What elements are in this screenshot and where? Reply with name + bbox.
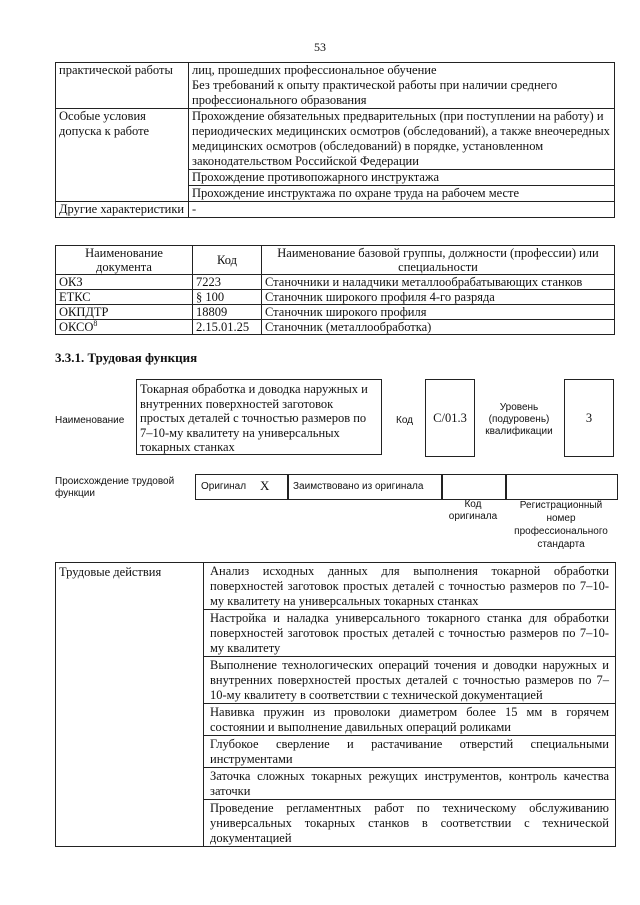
column-header: Наименование базовой группы, должности (профессии) или специальности: [262, 246, 615, 275]
borrowed-label: Заимствовано из оригинала: [293, 481, 424, 492]
labor-action-item: Навивка пружин из проволоки диаметром более 15 мм в горячем состоянии и выполнение давильных операций роликами: [204, 704, 616, 736]
reg-number-cell: [505, 474, 618, 500]
labor-action-item: Настройка и наладка универсального токарного станка для обработки поверхностей заготовок простых деталей с точностью размеров по 7–10-му квалитету: [204, 610, 616, 657]
column-header: Код: [193, 246, 262, 275]
labor-actions-table: [55, 562, 616, 847]
borrowed-cell: [287, 474, 443, 500]
requirement-label: Другие характеристики: [56, 202, 189, 218]
requirement-value: Прохождение противопожарного инструктажа: [189, 170, 615, 186]
table-row: [56, 320, 615, 335]
labor-action-item: Анализ исходных данных для выполнения токарной обработки поверхностей заготовок простых деталей с точностью размеров по 7–10-му квалитету на универсальных токарных станках: [204, 563, 616, 610]
okso-label: ОКСО: [59, 320, 94, 334]
labor-action-item: Проведение регламентных работ по техническому обслуживанию универсальных токарных станков в соответствии с технической документацией: [204, 800, 616, 847]
name-label: Наименование: [55, 415, 125, 426]
column-header: Наименование документа: [56, 246, 193, 275]
code-label: Код: [396, 415, 414, 426]
original-mark: X: [260, 478, 270, 493]
level-value-box: 3: [564, 379, 614, 457]
requirement-value: Прохождение обязательных предварительных (при поступлении на работу) и периодических медицинских осмотров (обследований), а также внеочередных медицинских осмотров (обследований) в порядке, установленном законодательством Российской Федерации: [189, 109, 615, 170]
table-row: [56, 563, 616, 610]
original-code-caption: Код оригинала: [448, 499, 498, 522]
doc-name-cell: ЕТКС: [56, 290, 193, 305]
labor-action-item: Заточка сложных токарных режущих инструментов, контроль качества заточки: [204, 768, 616, 800]
page-number: 53: [314, 40, 326, 54]
requirement-label: Особые условия допуска к работе: [56, 109, 189, 202]
table-row: [56, 275, 615, 290]
doc-name-cell: [56, 320, 193, 335]
table-header-row: [56, 246, 615, 275]
requirement-label: практической работы: [56, 63, 189, 109]
title-cell: Станочник (металлообработка): [262, 320, 615, 335]
table-row: [56, 109, 615, 170]
reg-number-caption: Регистрационный номер профессионального стандарта: [514, 500, 608, 550]
requirement-value: лиц, прошедших профессиональное обучение Без требований к опыту практической работы при наличии среднего профессионального образования: [189, 63, 615, 109]
code-cell: § 100: [193, 290, 262, 305]
table-row: [56, 202, 615, 218]
labor-actions-label: Трудовые действия: [56, 563, 204, 847]
original-label: Оригинал: [201, 481, 247, 492]
table-row: [56, 290, 615, 305]
doc-name-cell: ОКЗ: [56, 275, 193, 290]
requirement-value: Прохождение инструктажа по охране труда на рабочем месте: [189, 186, 615, 202]
labor-action-item: Глубокое сверление и растачивание отверстий специальными инструментами: [204, 736, 616, 768]
original-cell: [195, 474, 289, 500]
code-cell: 18809: [193, 305, 262, 320]
function-code-box: C/01.3: [425, 379, 475, 457]
table-row: [56, 305, 615, 320]
origin-label: Происхождение трудовой функции: [55, 476, 175, 499]
classifier-table: [55, 245, 615, 335]
footnote-marker: 8: [93, 318, 98, 328]
title-cell: Станочник широкого профиля 4-го разряда: [262, 290, 615, 305]
doc-name-cell: ОКПДТР: [56, 305, 193, 320]
code-cell: 7223: [193, 275, 262, 290]
labor-action-item: Выполнение технологических операций точения и доводки наружных и внутренних поверхностей простых деталей с точностью размеров по 7–10-му квалитету в соответствии с технической документацией: [204, 657, 616, 704]
title-cell: Станочники и наладчики металлообрабатывающих станков: [262, 275, 615, 290]
table-row: [56, 63, 615, 109]
requirement-value: -: [189, 202, 615, 218]
section-title: 3.3.1. Трудовая функция: [55, 350, 198, 365]
requirements-table: [55, 62, 615, 218]
code-cell: 2.15.01.25: [193, 320, 262, 335]
level-label: Уровень (подуровень) квалификации: [485, 402, 553, 437]
title-cell: Станочник широкого профиля: [262, 305, 615, 320]
original-code-cell: [441, 474, 507, 500]
function-name-box: Токарная обработка и доводка наружных и внутренних поверхностей заготовок простых деталей с точностью размеров по 7–10-му квалитету на универсальных токарных станках: [136, 379, 382, 455]
